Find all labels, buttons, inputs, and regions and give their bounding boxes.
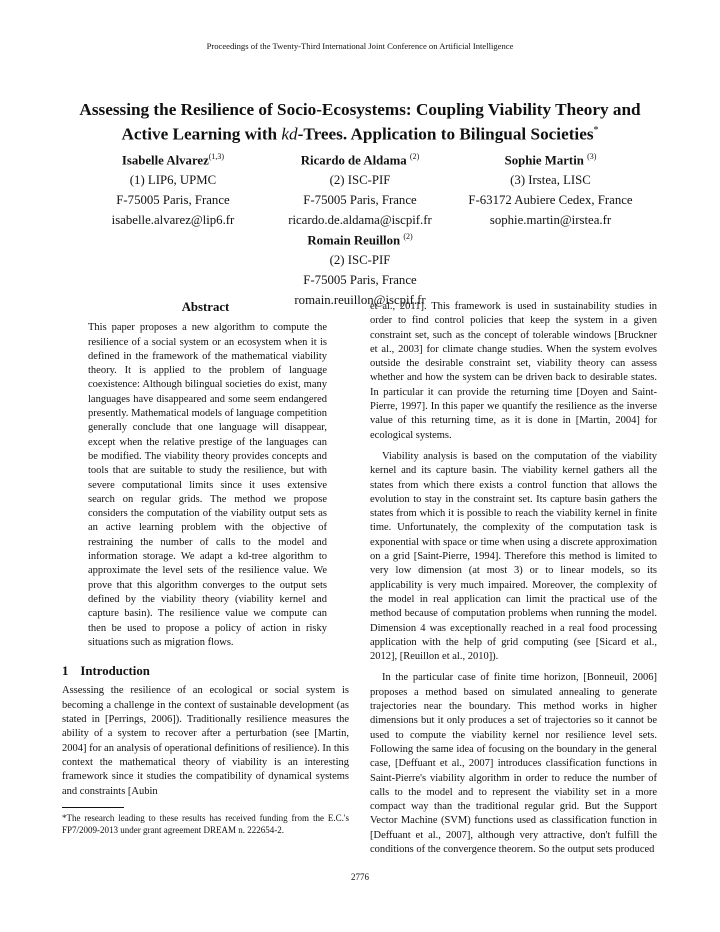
left-column xyxy=(62,300,349,836)
title-line-2-post: -Trees. Application to Bilingual Societies xyxy=(297,124,594,144)
proceedings-header: Proceedings of the Twenty-Third International Joint Conference on Artificial Intelligence xyxy=(206,41,514,51)
author-affiliation: (3) Irstea, LISC xyxy=(510,173,591,188)
page-number: 2776 xyxy=(351,872,369,882)
footnote-rule xyxy=(62,807,124,808)
introduction-paragraph: Assessing the resilience of an ecological or social system is becoming a challenge in the context of sustainable development (as stated in [Perrings, 2006]). Traditionally resilience measures the ability of a system to recover after a perturbation (see [Martin, 2004] for an analysis of operational definitions of resilience). In this context the mathematical theory of viability is an interesting framework since it studies the compatibility of dynamical systems and constraints [Aubin xyxy=(62,685,349,797)
body-paragraph: In the particular case of finite time horizon, [Bonneuil, 2006] proposes a method based on simulated annealing to generate trajectories near the boundary. This method works in higher dimensions but it only produces a set of trajectories so it cannot be used to compute the viability kernel nor resilience level sets. Following the same idea of focusing on the boundary in the general case, [Deffuant et al., 2007] introduces classification functions in Saint-Pierre's viability algorithm in order to reduce the number of calls to the model and to represent the viability set in a more compact way than the traditional regular grid. But the Support Vector Machine (SVM) functions used as classification function in [Deffuant et al., 2007], although very attractive, don't fulfill the conditions of the convergence theorem. So the output sets produced xyxy=(370,672,657,855)
body-paragraph: et al., 2011]. This framework is used in sustainability studies in order to find control policies that keep the system in a given constraint set, such as the concept of tolerable windows [Bruckner et al., 2003] for climate change studies. When the system evolves outside the desirable constraint set, viability theory can assess whether and how the system can be driven back to desirable states. In particular it can provide the returning time [Doyen and Saint-Pierre, 1997]. In this paper we quantify the resilience as the inverse value of this returning time, as it is done in [Martin, 2004] for ecological systems. xyxy=(370,301,657,441)
author-address: F-75005 Paris, France xyxy=(116,192,230,207)
author-affiliation-mark: (2) xyxy=(403,232,413,241)
paper-title xyxy=(60,100,660,145)
author-name: Romain Reuillon xyxy=(307,233,401,248)
title-kd: kd xyxy=(281,124,298,144)
author-address: F-63172 Aubiere Cedex, France xyxy=(468,192,633,207)
title-line-1: Assessing the Resilience of Socio-Ecosystems: Coupling Viability Theory and xyxy=(79,100,641,119)
author-affiliation: (2) ISC-PIF xyxy=(329,173,391,188)
body-paragraph: Viability analysis is based on the computation of the viability kernel and its capture basin. The viability kernel gathers all the states from which there exists a control function that allows the evolution to stay in the constraint set. Its capture basin gathers the states from which it is possible to reach the viability kernel in finite time. Unfortunately, the complexity of the computation task is exponential with space or time when using a discrete approximation on a grid [Saint-Pierre, 1994]. Therefore this method is limited to very low dimension (at most 3) or to linear models, so its applicability is very much impaired. Moreover, the complexity of the model in real application can limit the practical use of the method because of computation problems when running the model. Dimension 4 was exceptionally reached in a real food processing application with the help of grid computing (see [Sicard et al., 2012], [Reuillon et al., 2010]). xyxy=(370,450,657,663)
author-name: Ricardo de Aldama xyxy=(300,153,407,168)
right-column xyxy=(370,300,657,857)
author-name: Isabelle Alvarez xyxy=(121,153,209,168)
author-address: F-75005 Paris, France xyxy=(303,272,417,287)
author-affiliation-mark: (3) xyxy=(587,152,597,161)
abstract-heading: Abstract xyxy=(181,300,230,314)
title-footnote-mark: * xyxy=(593,124,599,136)
author-affiliation: (2) ISC-PIF xyxy=(329,253,391,268)
author-email: romain.reuillon@iscpif.fr xyxy=(294,292,426,307)
author-email: isabelle.alvarez@lip6.fr xyxy=(111,212,235,227)
author-block xyxy=(265,227,455,310)
footnote: *The research leading to these results has received funding from the E.C.'s FP7/2009-2013 under grant agreement DREAM n. 222654-2. xyxy=(62,812,349,835)
section-title: Introduction xyxy=(80,664,150,679)
author-affiliation-mark: (1,3) xyxy=(208,152,225,161)
author-email: ricardo.de.aldama@iscpif.fr xyxy=(288,212,432,227)
section-heading xyxy=(62,664,349,678)
title-line-2-pre: Active Learning with xyxy=(121,124,282,144)
section-number: 1 xyxy=(62,664,69,679)
author-affiliation: (1) LIP6, UPMC xyxy=(129,173,217,188)
author-block xyxy=(448,147,653,230)
abstract-text: This paper proposes a new algorithm to compute the resilience of a social system or an ecosystem when it is defined in the framework of the mathematical viability theory. It is applied to the problem of language coexistence: Although bilingual societies do exist, many languages have disappeared and some seem endangered presently. Mathematical models of language competition generally conclude that one language will disappear, except when the relative prestige of the languages can be modified. The viability theory provides concepts and tools that are suitable to study the resilience, but with severe computational limits since it uses extensive search on regular grids. The method we propose considers the computation of the viability output sets as an active learning problem with the objective of restraining the number of calls to the model and information storage. We adapt a kd-tree algorithm to approximate the level sets of the resilience value. We prove that this algorithm converges to the output sets defined by the viability theory (viability kernel and capture basin). The resilience value we compute can then be used to propose a policy of action in risky situations such as migration flows. xyxy=(88,322,327,648)
author-address: F-75005 Paris, France xyxy=(303,192,417,207)
author-block xyxy=(265,147,455,230)
author-email: sophie.martin@irstea.fr xyxy=(489,212,612,227)
author-affiliation-mark: (2) xyxy=(409,152,420,161)
author-block xyxy=(78,147,268,230)
author-name: Sophie Martin xyxy=(504,153,584,168)
